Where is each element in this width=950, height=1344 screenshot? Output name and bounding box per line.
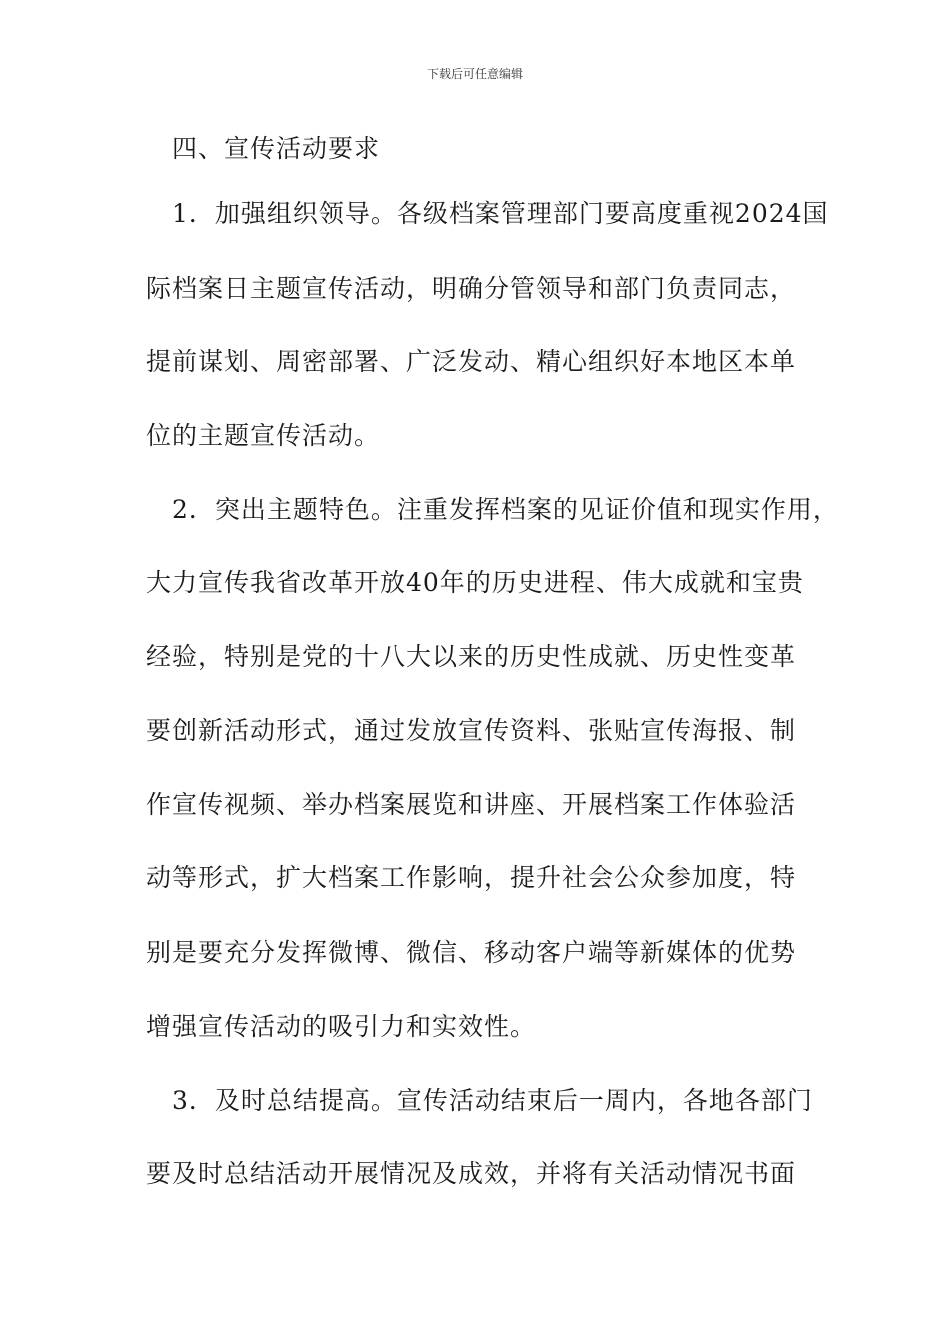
paragraph-line: 提前谋划、周密部署、广泛发动、精心组织好本地区本单 bbox=[146, 347, 797, 376]
paragraph-line: 2．突出主题特色。注重发挥档案的见证价值和现实作用， bbox=[172, 495, 839, 524]
paragraph-line: 际档案日主题宣传活动，明确分管领导和部门负责同志， bbox=[146, 274, 797, 303]
paragraph-line: 作宣传视频、举办档案展览和讲座、开展档案工作体验活 bbox=[146, 790, 797, 819]
paragraph-line: 经验，特别是党的十八大以来的历史性成就、历史性变革 bbox=[146, 642, 797, 671]
paragraph-line: 动等形式，扩大档案工作影响，提升社会公众参加度，特 bbox=[146, 863, 797, 892]
paragraph-line: 增强宣传活动的吸引力和实效性。 bbox=[146, 1012, 537, 1041]
section-heading: 四、宣传活动要求 bbox=[172, 134, 381, 163]
paragraph-line: 要创新活动形式，通过发放宣传资料、张贴宣传海报、制 bbox=[146, 716, 797, 745]
paragraph-line: 要及时总结活动开展情况及成效，并将有关活动情况书面 bbox=[146, 1159, 797, 1188]
paragraph-line: 1．加强组织领导。各级档案管理部门要高度重视2024国 bbox=[172, 199, 829, 228]
page-header: 下载后可任意编辑 bbox=[426, 67, 523, 81]
paragraph-line: 别是要充分发挥微博、微信、移动客户端等新媒体的优势 bbox=[146, 938, 797, 967]
paragraph-line: 位的主题宣传活动。 bbox=[146, 421, 381, 450]
paragraph-line: 大力宣传我省改革开放40年的历史进程、伟大成就和宝贵 bbox=[146, 568, 804, 597]
paragraph-line: 3．及时总结提高。宣传活动结束后一周内，各地各部门 bbox=[172, 1086, 813, 1115]
